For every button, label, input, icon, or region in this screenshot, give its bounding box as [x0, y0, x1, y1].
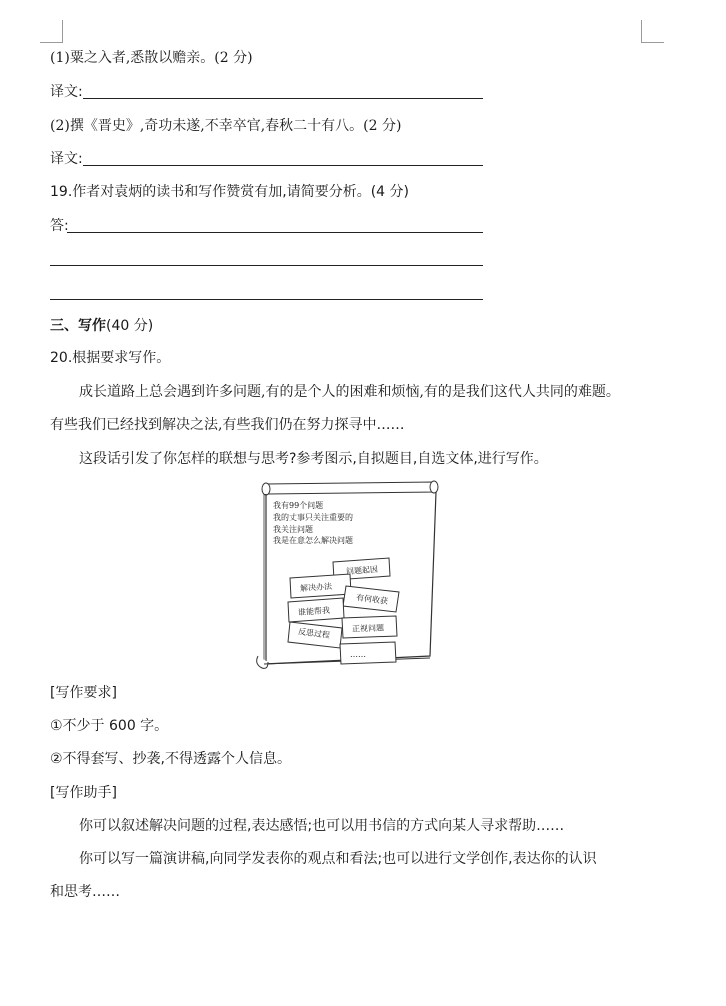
helper-paragraph-2-line-1: 你可以写一篇演讲稿,向同学发表你的观点和看法;也可以进行文学创作,表达你的认识 — [79, 851, 597, 867]
section-3-title: 三、写作 — [50, 318, 106, 334]
figure-card-cause: 问题起因 — [345, 564, 379, 577]
scroll-figure — [254, 478, 440, 674]
figure-text-line-1: 我有99个问题 — [273, 501, 324, 510]
figure-text-line-2-b: 重要 — [329, 513, 345, 522]
requirement-2: ②不得套写、抄袭,不得透露个人信息。 — [50, 751, 291, 767]
figure-card-face: 正视问题 — [351, 623, 385, 634]
question-20: 20.根据要求写作。 — [50, 350, 171, 366]
question-19: 19.作者对袁炳的读书和写作赞赏有加,请简要分析。(4 分) — [50, 184, 409, 200]
answer-line-4[interactable] — [50, 265, 483, 266]
answer-label-2: 译文: — [50, 151, 83, 167]
answer-line-2[interactable] — [83, 165, 483, 166]
figure-card-helper: 谁能帮我 — [297, 605, 331, 618]
requirements-title: [写作要求] — [50, 685, 117, 701]
figure-card-solution: 解决办法 — [299, 581, 333, 594]
figure-text-line-4-a: 我是在意怎么 — [273, 536, 321, 545]
figure-text-line-4 — [273, 536, 353, 546]
section-3-score: (40 分) — [106, 318, 154, 334]
figure-text-line-4-c: 问题 — [337, 536, 353, 545]
answer-line-5[interactable] — [50, 299, 483, 300]
figure-text-line-2-a: 我的丈事只关注 — [273, 513, 329, 522]
answer-label-1: 译文: — [50, 84, 83, 100]
figure-text-line-3: 我关注问题 — [273, 525, 313, 534]
question-18-part-1: (1)粟之入者,悉散以赡亲。(2 分) — [50, 50, 253, 66]
page-corner-mark-left — [40, 20, 63, 43]
figure-text-line-4-b: 解决 — [321, 536, 337, 545]
page-corner-mark-right — [641, 20, 664, 43]
figure-text-line-2 — [273, 513, 353, 523]
prompt-paragraph-1-line-1: 成长道路上总会遇到许多问题,有的是个人的困难和烦恼,有的是我们这代人共同的难题。 — [79, 384, 620, 400]
helper-title: [写作助手] — [50, 785, 117, 801]
requirement-1: ①不少于 600 字。 — [50, 718, 169, 734]
section-3-heading — [50, 316, 153, 336]
figure-card-reflect: 反思过程 — [297, 627, 331, 640]
figure-card-etc: …… — [350, 650, 366, 659]
figure-card-gain: 有何收获 — [355, 593, 389, 606]
prompt-paragraph-2: 这段话引发了你怎样的联想与思考?参考图示,自拟题目,自选文体,进行写作。 — [79, 451, 548, 467]
helper-paragraph-2-line-2: 和思考…… — [50, 884, 120, 900]
prompt-paragraph-1-line-2: 有些我们已经找到解决之法,有些我们仍在努力探寻中…… — [50, 417, 405, 433]
answer-label-3: 答: — [50, 218, 69, 234]
helper-paragraph-1: 你可以叙述解决问题的过程,表达感悟;也可以用书信的方式向某人寻求帮助…… — [79, 818, 565, 834]
figure-text-line-2-c: 的 — [345, 513, 353, 522]
question-18-part-2: (2)撰《晋史》,奇功未遂,不幸卒官,春秋二十有八。(2 分) — [50, 118, 402, 134]
answer-line-1[interactable] — [83, 98, 483, 99]
answer-line-3[interactable] — [67, 232, 483, 233]
